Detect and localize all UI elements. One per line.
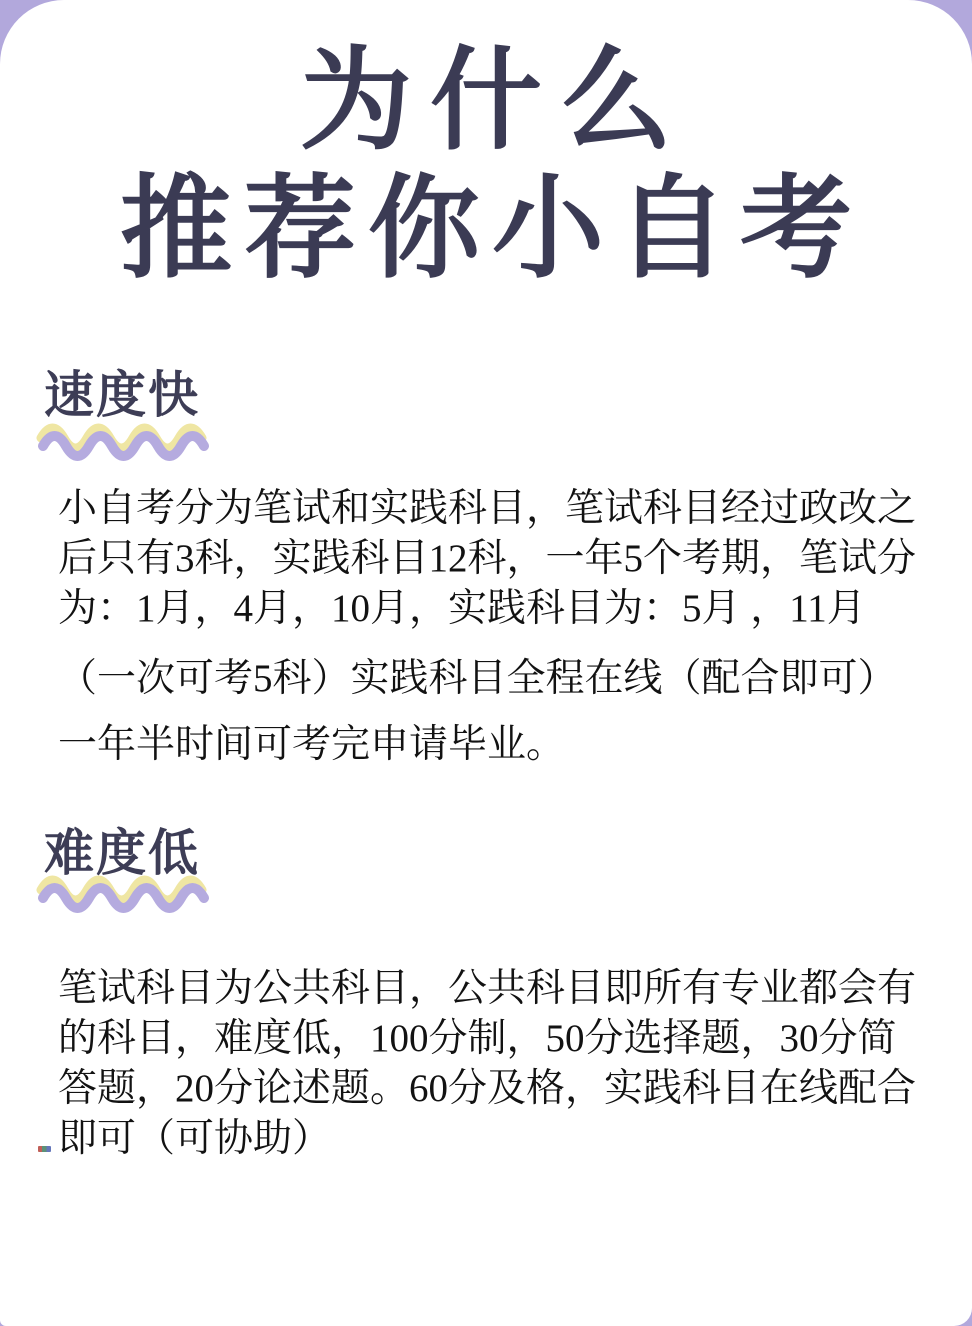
section-heading-speed: 速度快 xyxy=(44,367,200,423)
paragraph-line: 后只有3科，实践科目12科，一年5个考期，笔试分 xyxy=(58,537,917,580)
paragraph-line: 笔试科目为公共科目，公共科目即所有专业都会有 xyxy=(58,967,917,1010)
section-heading-difficulty: 难度低 xyxy=(44,825,200,881)
paragraph-line: （一次可考5科）实践科目全程在线（配合即可） xyxy=(58,657,897,700)
wavy-underline-icon xyxy=(36,872,212,918)
poster-title xyxy=(0,38,972,294)
paragraph-line: 即可（可协助） xyxy=(58,1117,332,1160)
paragraph-difficulty xyxy=(58,964,916,1164)
title-line-1: 为什么 xyxy=(300,38,690,163)
wavy-underline-icon xyxy=(36,420,212,466)
paragraph-line: 为：1月，4月，10月，实践科目为：5月 ，11月 xyxy=(58,587,866,630)
compression-artifact-mark xyxy=(38,1146,51,1152)
paragraph-online-note xyxy=(58,654,897,704)
paragraph-schedule xyxy=(58,484,916,634)
paragraph-line: 一年半时间可考完申请毕业。 xyxy=(58,723,566,766)
paragraph-line: 答题，20分论述题。60分及格，实践科目在线配合 xyxy=(58,1067,917,1110)
paragraph-line: 的科目，难度低，100分制，50分选择题，30分简 xyxy=(58,1017,897,1060)
paragraph-graduation-note xyxy=(58,720,565,770)
paragraph-line: 小自考分为笔试和实践科目，笔试科目经过政改之 xyxy=(58,487,917,530)
title-line-2: 推荐你小自考 xyxy=(120,166,864,291)
